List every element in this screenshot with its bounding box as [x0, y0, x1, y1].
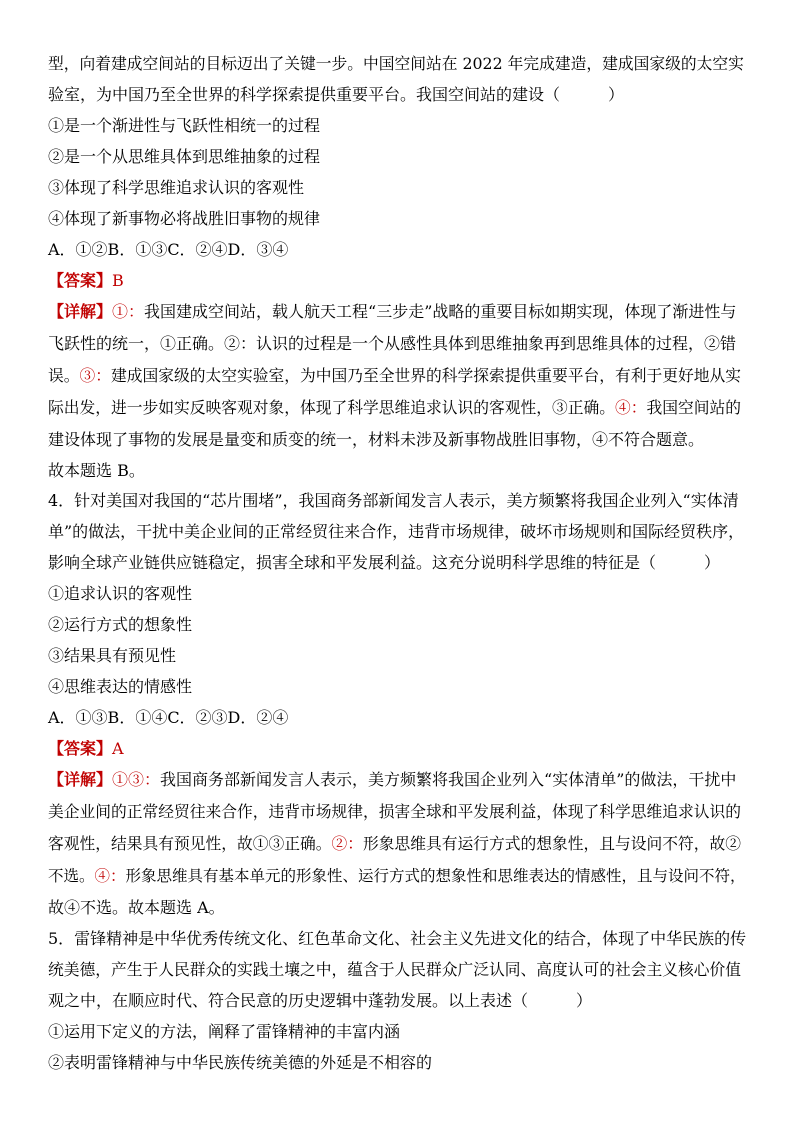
answer-value: A: [112, 739, 124, 758]
q4-detail-line-4: 不选。④：形象思维具有基本单元的形象性、运行方式的想象性和思维表达的情感性，且与设问不符，: [48, 867, 746, 885]
q4-option-4: ④思维表达的情感性: [48, 677, 193, 696]
q4-detail-line-1: 【详解】①③：我国商务部新闻发言人表示，美方频繁将我国企业列入“实体清单”的做法，干扰中: [48, 770, 737, 789]
q3-detail-line-2: 飞跃性的统一，①正确。②：认识的过程是一个从感性具体到思维抽象再到思维具体的过程，②错: [48, 334, 737, 353]
q3-detail-line-4: 际出发，进一步如实反映客观对象，体现了科学思维追求认识的客观性，③正确。④：我国空间站的: [48, 398, 741, 417]
q3-answer: [48, 271, 124, 291]
q4-detail-line-5: 故④不选。故本题选 A。: [48, 898, 225, 917]
q3-option-4: ④体现了新事物必将战胜旧事物的规律: [48, 209, 321, 228]
q5-option-1: ①运用下定义的方法，阐释了雷锋精神的丰富内涵: [48, 1022, 401, 1041]
q5-stem-line-3: 观之中，在顺应时代、符合民意的历史逻辑中蓬勃发展。以上表述（ ）: [48, 991, 593, 1010]
q4-answer: [48, 739, 124, 759]
detail-label: 【详解】: [48, 302, 113, 321]
q3-detail-line-1: 【详解】①：我国建成空间站，载人航天工程“三步走”战略的重要目标如期实现，体现了渐进性与: [48, 302, 737, 321]
answer-label: 【答案】: [48, 271, 113, 290]
q4-option-1: ①追求认识的客观性: [48, 584, 193, 603]
q3-detail-line-5: 建设体现了事物的发展是量变和质变的统一，材料未涉及新事物战胜旧事物，④不符合题意。: [48, 430, 705, 449]
q4-detail-line-3: 客观性，结果具有预见性，故①③正确。②：形象思维具有运行方式的想象性，且与设问不符，故②: [48, 834, 741, 853]
q3-stem-line-2: 验室，为中国乃至全世界的科学探索提供重要平台。我国空间站的建设（ ）: [48, 85, 625, 104]
q4-stem-line-2: 单”的做法，干扰中美企业间的正常经贸往来合作，违背市场规律，破坏市场规则和国际经贸秩序，: [48, 522, 745, 541]
q5-option-2: ②表明雷锋精神与中华民族传统美德的外延是不相容的: [48, 1053, 433, 1072]
q3-choices: A．①②B．①③C．②④D．③④: [48, 240, 289, 259]
q3-option-1: ①是一个渐进性与飞跃性相统一的过程: [48, 116, 321, 135]
q4-stem-line-3: 影响全球产业链供应链稳定，损害全球和平发展利益。这充分说明科学思维的特征是（ ）: [48, 553, 721, 572]
q3-option-3: ③体现了科学思维追求认识的客观性: [48, 178, 305, 197]
q3-option-2: ②是一个从思维具体到思维抽象的过程: [48, 147, 321, 166]
q3-stem-line-1: 型，向着建成空间站的目标迈出了关键一步。中国空间站在 2022 年完成建造，建成国家级的太空实: [48, 54, 744, 73]
q4-option-2: ②运行方式的想象性: [48, 615, 193, 634]
q5-stem-line-2: 统美德，产生于人民群众的实践土壤之中，蕴含于人民群众广泛认同、高度认可的社会主义核心价值: [48, 960, 741, 979]
q4-detail-line-2: 美企业间的正常经贸往来合作，违背市场规律，损害全球和平发展利益，体现了科学思维追求认识的: [48, 802, 741, 821]
q3-conclusion: 故本题选 B。: [48, 461, 145, 480]
answer-value: B: [112, 271, 124, 290]
q3-detail-line-3: 误。③：建成国家级的太空实验室，为中国乃至全世界的科学探索提供重要平台，有利于更好地从实: [48, 366, 741, 385]
q4-choices: A．①③B．①④C．②③D．②④: [48, 708, 289, 727]
detail-label: 【详解】: [48, 770, 113, 789]
q5-stem-line-1: 5．雷锋精神是中华优秀传统文化、红色革命文化、社会主义先进文化的结合，体现了中华民族的传: [48, 929, 747, 948]
q4-stem-line-1: 4．针对美国对我国的“芯片围堵”，我国商务部新闻发言人表示，美方频繁将我国企业列入“实体清: [48, 491, 739, 510]
q4-option-3: ③结果具有预见性: [48, 646, 177, 665]
answer-label: 【答案】: [48, 739, 113, 758]
